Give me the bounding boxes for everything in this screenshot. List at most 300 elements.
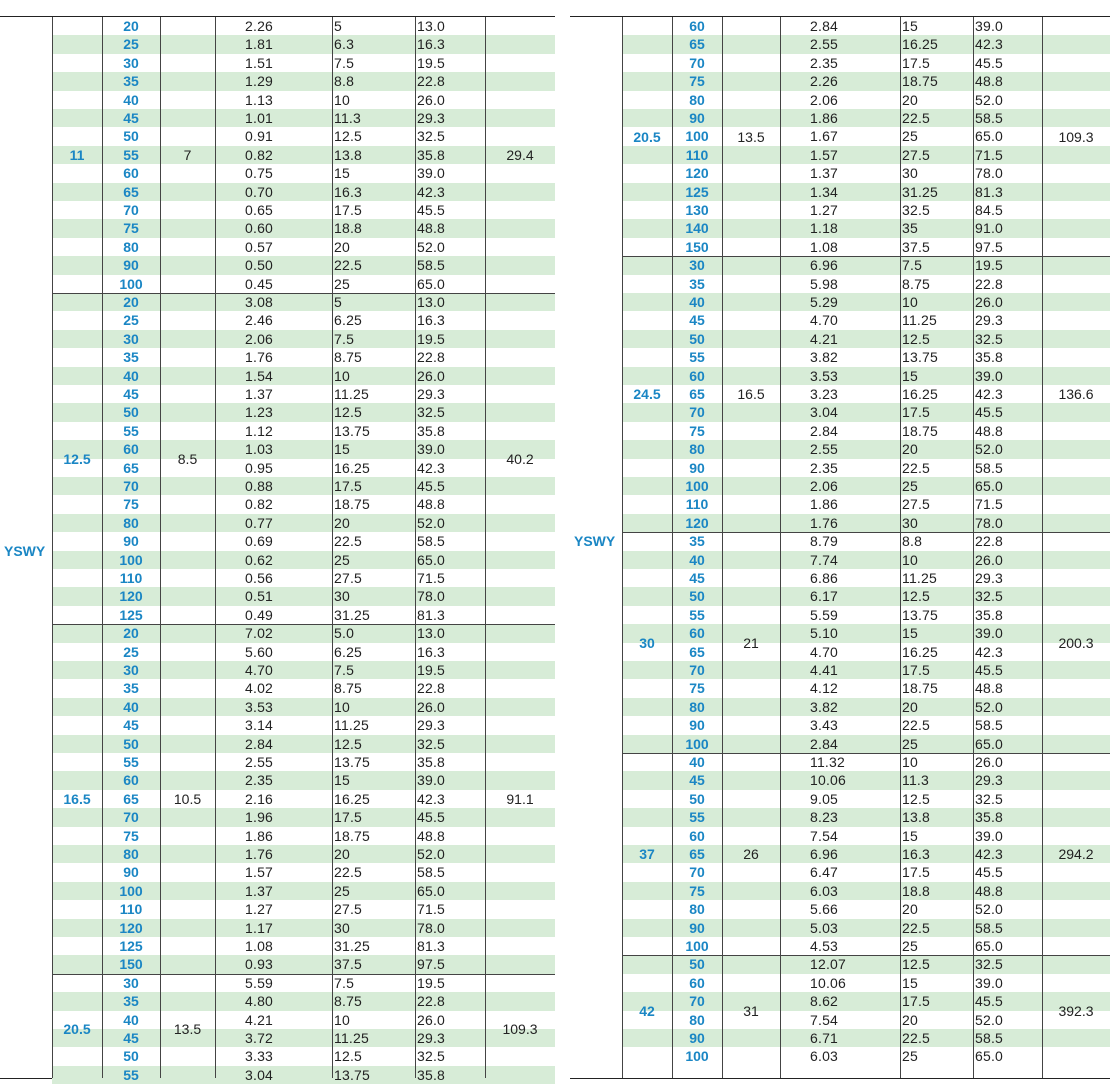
size-cell: 60 xyxy=(689,974,705,991)
size-cell: 75 xyxy=(689,422,705,439)
size-cell: 100 xyxy=(685,735,709,752)
size-cell: 125 xyxy=(119,938,143,954)
size-cell: 25 xyxy=(123,36,139,53)
value-cell: 27.5 xyxy=(902,146,931,163)
value-cell: 45.5 xyxy=(975,404,1004,421)
value-cell: 29.3 xyxy=(417,1030,446,1046)
value-cell: 22.8 xyxy=(417,73,446,90)
value-cell: 5.10 xyxy=(810,625,839,642)
size-cell: 110 xyxy=(119,570,143,586)
size-cell: 75 xyxy=(689,680,705,697)
value-cell: 0.49 xyxy=(245,606,274,623)
size-cell: 60 xyxy=(689,827,705,844)
value-cell: 30 xyxy=(902,514,918,531)
value-cell: 25 xyxy=(334,882,350,899)
value-cell: 58.5 xyxy=(975,1030,1004,1046)
group-value: 13.5 xyxy=(173,1021,202,1037)
group-weight: 200.3 xyxy=(1058,634,1094,651)
value-cell: 6.71 xyxy=(810,1030,839,1046)
value-cell: 48.8 xyxy=(975,882,1004,899)
size-cell: 50 xyxy=(123,128,139,145)
value-cell: 1.27 xyxy=(245,901,274,918)
size-cell: 80 xyxy=(689,91,705,108)
value-cell: 19.5 xyxy=(975,257,1004,274)
value-cell: 10 xyxy=(902,294,918,310)
size-cell: 60 xyxy=(123,772,139,789)
group-weight: 40.2 xyxy=(506,450,534,467)
size-cell: 30 xyxy=(123,974,139,991)
value-cell: 20 xyxy=(334,238,350,255)
value-cell: 27.5 xyxy=(334,901,363,918)
value-cell: 5.60 xyxy=(245,643,274,660)
group-weight: 392.3 xyxy=(1058,1002,1094,1019)
value-cell: 4.70 xyxy=(810,643,839,660)
group-divider xyxy=(52,624,555,625)
size-cell: 80 xyxy=(123,514,139,531)
value-cell: 2.06 xyxy=(810,91,839,108)
value-cell: 78.0 xyxy=(417,588,446,605)
value-cell: 3.53 xyxy=(245,698,274,715)
value-cell: 4.80 xyxy=(245,993,274,1010)
value-cell: 17.5 xyxy=(902,662,931,678)
size-cell: 20 xyxy=(123,18,139,34)
value-cell: 26.0 xyxy=(975,551,1004,568)
value-cell: 48.8 xyxy=(975,73,1004,90)
value-cell: 0.70 xyxy=(245,183,274,200)
value-cell: 32.5 xyxy=(975,588,1004,605)
value-cell: 16.25 xyxy=(334,459,371,476)
value-cell: 65.0 xyxy=(975,478,1004,494)
value-cell: 19.5 xyxy=(417,54,446,71)
size-cell: 40 xyxy=(123,1011,139,1028)
value-cell: 52.0 xyxy=(975,901,1004,918)
value-cell: 22.5 xyxy=(334,257,363,274)
value-cell: 35.8 xyxy=(975,606,1004,623)
size-cell: 70 xyxy=(689,864,705,881)
value-cell: 22.5 xyxy=(902,459,931,476)
value-cell: 25 xyxy=(334,551,350,568)
size-cell: 80 xyxy=(689,698,705,715)
value-cell: 1.76 xyxy=(810,514,839,531)
size-cell: 20 xyxy=(123,294,139,310)
value-cell: 32.5 xyxy=(417,1048,446,1065)
value-cell: 2.26 xyxy=(245,18,274,34)
size-cell: 35 xyxy=(123,73,139,90)
value-cell: 22.5 xyxy=(902,1030,931,1046)
value-cell: 81.3 xyxy=(417,606,446,623)
size-cell: 45 xyxy=(123,110,139,126)
group-diameter: 16.5 xyxy=(63,791,91,807)
value-cell: 26.0 xyxy=(975,294,1004,310)
value-cell: 8.23 xyxy=(810,809,839,826)
column-divider xyxy=(415,17,416,1078)
value-cell: 18.75 xyxy=(334,827,371,844)
value-cell: 0.45 xyxy=(245,275,274,292)
value-cell: 48.8 xyxy=(417,496,446,513)
size-cell: 45 xyxy=(123,386,139,402)
group-value: 21 xyxy=(743,634,759,651)
value-cell: 37.5 xyxy=(902,238,931,255)
value-cell: 5.03 xyxy=(810,919,839,936)
value-cell: 2.06 xyxy=(245,330,274,347)
size-cell: 55 xyxy=(123,422,139,439)
value-cell: 84.5 xyxy=(975,202,1004,218)
value-cell: 1.23 xyxy=(245,404,274,421)
size-cell: 150 xyxy=(685,238,709,255)
column-divider xyxy=(622,17,623,1078)
value-cell: 6.25 xyxy=(334,643,363,660)
value-cell: 52.0 xyxy=(417,846,446,862)
size-cell: 45 xyxy=(689,772,705,789)
size-cell: 90 xyxy=(689,459,705,476)
value-cell: 7.5 xyxy=(334,54,355,71)
size-cell: 65 xyxy=(689,846,705,862)
series-label: YSWY xyxy=(4,542,46,559)
value-cell: 22.5 xyxy=(902,110,931,126)
value-cell: 8.8 xyxy=(902,533,923,550)
value-cell: 15 xyxy=(902,974,918,991)
value-cell: 13.75 xyxy=(334,422,371,439)
group-diameter: 12.5 xyxy=(63,450,91,467)
value-cell: 18.8 xyxy=(334,220,363,237)
group-diameter: 30 xyxy=(639,634,655,651)
value-cell: 3.23 xyxy=(810,386,839,402)
value-cell: 15 xyxy=(902,625,918,642)
size-cell: 100 xyxy=(119,882,143,899)
group-value: 7 xyxy=(183,147,192,163)
value-cell: 32.5 xyxy=(417,404,446,421)
value-cell: 31.25 xyxy=(334,938,371,954)
size-cell: 70 xyxy=(689,662,705,678)
value-cell: 45.5 xyxy=(975,54,1004,71)
value-cell: 10.06 xyxy=(810,974,847,991)
value-cell: 26.0 xyxy=(975,754,1004,770)
value-cell: 10 xyxy=(902,551,918,568)
size-cell: 100 xyxy=(119,275,143,292)
size-cell: 55 xyxy=(123,754,139,770)
value-cell: 22.8 xyxy=(975,275,1004,292)
size-cell: 125 xyxy=(119,606,143,623)
value-cell: 39.0 xyxy=(417,441,446,458)
group-weight: 109.3 xyxy=(502,1021,538,1037)
group-diameter: 24.5 xyxy=(633,386,661,403)
value-cell: 52.0 xyxy=(975,91,1004,108)
size-cell: 90 xyxy=(689,919,705,936)
group-value: 16.5 xyxy=(737,386,765,403)
value-cell: 10 xyxy=(334,91,350,108)
size-cell: 100 xyxy=(685,478,709,494)
size-cell: 35 xyxy=(689,533,705,550)
value-cell: 16.25 xyxy=(902,386,939,402)
value-cell: 29.3 xyxy=(417,110,446,126)
value-cell: 17.5 xyxy=(334,478,363,494)
value-cell: 48.8 xyxy=(417,220,446,237)
value-cell: 39.0 xyxy=(975,367,1004,384)
size-cell: 65 xyxy=(689,36,705,53)
value-cell: 25 xyxy=(334,275,350,292)
value-cell: 65.0 xyxy=(417,551,446,568)
group-weight: 29.4 xyxy=(506,147,534,163)
value-cell: 52.0 xyxy=(975,1011,1004,1028)
value-cell: 7.5 xyxy=(902,257,923,274)
size-cell: 55 xyxy=(123,1066,139,1083)
value-cell: 5 xyxy=(334,18,342,34)
value-cell: 22.5 xyxy=(334,533,363,550)
value-cell: 12.5 xyxy=(902,330,931,347)
value-cell: 5.66 xyxy=(810,901,839,918)
column-divider xyxy=(332,17,333,1078)
value-cell: 6.47 xyxy=(810,864,839,881)
size-cell: 65 xyxy=(689,643,705,660)
group-weight: 294.2 xyxy=(1058,846,1094,863)
value-cell: 20 xyxy=(902,91,918,108)
value-cell: 30 xyxy=(334,588,350,605)
value-cell: 4.21 xyxy=(245,1011,274,1028)
value-cell: 9.05 xyxy=(810,790,839,807)
value-cell: 11.3 xyxy=(334,110,362,126)
size-cell: 50 xyxy=(689,956,705,973)
value-cell: 11.32 xyxy=(810,754,845,770)
value-cell: 12.5 xyxy=(334,1048,363,1065)
value-cell: 6.03 xyxy=(810,882,839,899)
value-cell: 7.74 xyxy=(810,551,839,568)
value-cell: 3.82 xyxy=(810,698,839,715)
size-cell: 120 xyxy=(685,165,709,182)
size-cell: 130 xyxy=(685,202,709,218)
value-cell: 1.37 xyxy=(245,386,274,402)
value-cell: 6.03 xyxy=(810,1048,839,1065)
value-cell: 15 xyxy=(902,827,918,844)
value-cell: 25 xyxy=(902,938,918,954)
value-cell: 32.5 xyxy=(417,735,446,752)
value-cell: 71.5 xyxy=(417,901,446,918)
value-cell: 8.75 xyxy=(334,680,363,697)
size-cell: 65 xyxy=(123,790,139,807)
value-cell: 0.82 xyxy=(245,146,274,163)
column-divider xyxy=(900,17,901,1078)
value-cell: 6.17 xyxy=(810,588,839,605)
value-cell: 42.3 xyxy=(417,183,446,200)
value-cell: 8.75 xyxy=(902,275,931,292)
size-cell: 125 xyxy=(685,183,709,200)
size-cell: 120 xyxy=(119,588,143,605)
size-cell: 40 xyxy=(689,294,705,310)
value-cell: 15 xyxy=(902,367,918,384)
value-cell: 4.53 xyxy=(810,938,839,954)
value-cell: 58.5 xyxy=(417,864,446,881)
value-cell: 11.25 xyxy=(334,1030,369,1046)
size-cell: 75 xyxy=(123,220,139,237)
size-cell: 70 xyxy=(123,202,139,218)
size-cell: 25 xyxy=(123,643,139,660)
value-cell: 17.5 xyxy=(334,809,363,826)
size-cell: 30 xyxy=(689,257,705,274)
value-cell: 13.0 xyxy=(417,294,446,310)
value-cell: 12.5 xyxy=(334,128,363,145)
value-cell: 0.56 xyxy=(245,570,274,586)
value-cell: 45.5 xyxy=(417,202,446,218)
size-cell: 80 xyxy=(689,1011,705,1028)
value-cell: 15 xyxy=(334,772,350,789)
value-cell: 39.0 xyxy=(975,625,1004,642)
value-cell: 1.86 xyxy=(810,496,839,513)
size-cell: 60 xyxy=(123,441,139,458)
value-cell: 1.37 xyxy=(810,165,839,182)
value-cell: 2.55 xyxy=(810,441,839,458)
size-cell: 55 xyxy=(689,809,705,826)
value-cell: 18.75 xyxy=(902,680,939,697)
value-cell: 16.25 xyxy=(902,643,939,660)
value-cell: 12.5 xyxy=(902,790,931,807)
size-cell: 40 xyxy=(689,551,705,568)
value-cell: 39.0 xyxy=(975,974,1004,991)
value-cell: 31.25 xyxy=(902,183,939,200)
value-cell: 35.8 xyxy=(417,1066,446,1083)
size-cell: 65 xyxy=(689,386,705,402)
size-cell: 40 xyxy=(123,698,139,715)
size-cell: 90 xyxy=(123,533,139,550)
size-cell: 110 xyxy=(119,901,143,918)
value-cell: 2.16 xyxy=(245,790,274,807)
value-cell: 81.3 xyxy=(975,183,1004,200)
spec-table-left xyxy=(0,16,555,1083)
value-cell: 22.5 xyxy=(334,864,363,881)
value-cell: 10 xyxy=(334,698,350,715)
value-cell: 42.3 xyxy=(975,846,1004,862)
value-cell: 7.5 xyxy=(334,974,355,991)
size-cell: 50 xyxy=(123,735,139,752)
value-cell: 65.0 xyxy=(975,938,1004,954)
value-cell: 65.0 xyxy=(975,128,1004,145)
size-cell: 50 xyxy=(689,790,705,807)
value-cell: 4.41 xyxy=(810,662,839,678)
value-cell: 4.21 xyxy=(810,330,839,347)
size-cell: 70 xyxy=(689,54,705,71)
size-cell: 35 xyxy=(123,680,139,697)
value-cell: 1.76 xyxy=(245,846,274,862)
value-cell: 1.18 xyxy=(810,220,839,237)
value-cell: 27.5 xyxy=(334,570,363,586)
value-cell: 0.62 xyxy=(245,551,274,568)
value-cell: 32.5 xyxy=(417,128,446,145)
value-cell: 7.54 xyxy=(810,827,839,844)
value-cell: 78.0 xyxy=(975,514,1004,531)
value-cell: 45.5 xyxy=(975,993,1004,1010)
value-cell: 48.8 xyxy=(975,680,1004,697)
size-cell: 100 xyxy=(119,551,143,568)
value-cell: 3.08 xyxy=(245,294,274,310)
value-cell: 29.3 xyxy=(417,717,446,734)
value-cell: 11.25 xyxy=(334,717,369,734)
value-cell: 7.5 xyxy=(334,330,355,347)
value-cell: 17.5 xyxy=(902,404,931,421)
value-cell: 22.5 xyxy=(902,717,931,734)
size-cell: 140 xyxy=(685,220,709,237)
value-cell: 25 xyxy=(902,1048,918,1065)
size-cell: 30 xyxy=(123,330,139,347)
size-cell: 110 xyxy=(685,496,709,513)
size-cell: 35 xyxy=(123,349,139,366)
value-cell: 3.04 xyxy=(245,1066,274,1083)
size-cell: 35 xyxy=(123,993,139,1010)
value-cell: 97.5 xyxy=(417,956,446,973)
group-divider xyxy=(52,293,555,294)
size-cell: 45 xyxy=(123,717,139,734)
value-cell: 10 xyxy=(334,1011,350,1028)
value-cell: 2.46 xyxy=(245,312,274,329)
value-cell: 1.57 xyxy=(810,146,839,163)
value-cell: 4.70 xyxy=(245,662,274,678)
value-cell: 1.12 xyxy=(245,422,274,439)
value-cell: 26.0 xyxy=(417,1011,446,1028)
value-cell: 11.25 xyxy=(902,570,937,586)
group-value: 31 xyxy=(743,1002,759,1019)
value-cell: 16.3 xyxy=(902,846,931,862)
size-cell: 65 xyxy=(123,183,139,200)
value-cell: 3.04 xyxy=(810,404,839,421)
value-cell: 58.5 xyxy=(417,257,446,274)
group-diameter: 11 xyxy=(69,147,85,163)
size-cell: 120 xyxy=(685,514,709,531)
size-cell: 60 xyxy=(689,367,705,384)
value-cell: 91.0 xyxy=(975,220,1004,237)
size-cell: 70 xyxy=(689,404,705,421)
value-cell: 2.06 xyxy=(810,478,839,494)
size-cell: 60 xyxy=(123,165,139,182)
size-cell: 100 xyxy=(685,128,709,145)
group-value: 8.5 xyxy=(177,450,198,467)
column-divider xyxy=(973,17,974,1078)
value-cell: 0.51 xyxy=(245,588,274,605)
spec-table-right xyxy=(570,16,1110,1079)
value-cell: 5.59 xyxy=(810,606,839,623)
size-cell: 40 xyxy=(123,91,139,108)
value-cell: 25 xyxy=(902,735,918,752)
size-cell: 90 xyxy=(689,110,705,126)
value-cell: 4.70 xyxy=(810,312,839,329)
size-cell: 50 xyxy=(689,588,705,605)
size-cell: 30 xyxy=(123,662,139,678)
value-cell: 78.0 xyxy=(417,919,446,936)
value-cell: 13.8 xyxy=(334,146,363,163)
value-cell: 18.75 xyxy=(902,422,939,439)
value-cell: 22.8 xyxy=(975,533,1004,550)
group-divider xyxy=(622,753,1110,754)
value-cell: 22.8 xyxy=(417,680,446,697)
value-cell: 5.59 xyxy=(245,974,274,991)
value-cell: 32.5 xyxy=(975,790,1004,807)
value-cell: 19.5 xyxy=(417,662,446,678)
value-cell: 16.25 xyxy=(902,36,939,53)
value-cell: 0.75 xyxy=(245,165,274,182)
value-cell: 45.5 xyxy=(975,662,1004,678)
value-cell: 17.5 xyxy=(902,993,931,1010)
value-cell: 5.98 xyxy=(810,275,839,292)
size-cell: 100 xyxy=(685,938,709,954)
size-cell: 100 xyxy=(685,1048,709,1065)
value-cell: 65.0 xyxy=(975,735,1004,752)
value-cell: 52.0 xyxy=(417,238,446,255)
value-cell: 26.0 xyxy=(417,367,446,384)
value-cell: 65.0 xyxy=(417,882,446,899)
value-cell: 1.17 xyxy=(245,919,274,936)
value-cell: 0.95 xyxy=(245,459,274,476)
value-cell: 0.60 xyxy=(245,220,274,237)
value-cell: 2.26 xyxy=(810,73,839,90)
value-cell: 12.5 xyxy=(902,956,931,973)
value-cell: 16.3 xyxy=(334,183,363,200)
value-cell: 15 xyxy=(334,165,350,182)
